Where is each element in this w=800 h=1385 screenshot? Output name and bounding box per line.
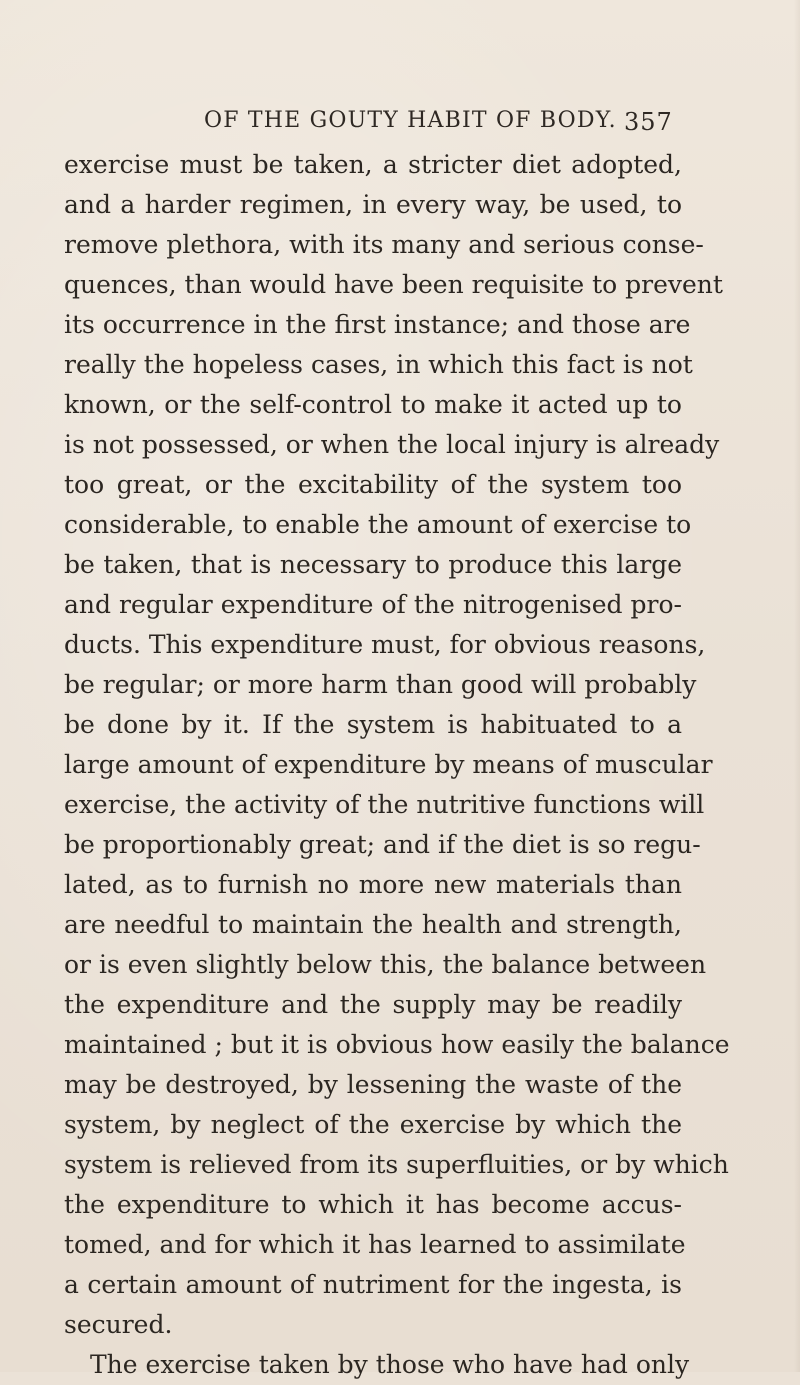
text-line: lated, as to furnish no more new materials than bbox=[64, 870, 682, 899]
text-line: be done by it. If the system is habituated to a bbox=[64, 710, 682, 739]
text-line: be taken, that is necessary to produce this large bbox=[64, 550, 682, 579]
text-line: be proportionably great; and if the diet is so regu- bbox=[64, 830, 701, 859]
page-edge-shadow bbox=[794, 0, 800, 1372]
running-title: OF THE GOUTY HABIT OF BODY. bbox=[204, 108, 617, 133]
text-line: tomed, and for which it has learned to assimilate bbox=[64, 1230, 686, 1259]
text-line: exercise, the activity of the nutritive functions will bbox=[64, 790, 705, 819]
text-line: may be destroyed, by lessening the waste of the bbox=[64, 1070, 682, 1099]
text-line: really the hopeless cases, in which this fact is not bbox=[64, 350, 693, 379]
text-line: be regular; or more harm than good will probably bbox=[64, 670, 697, 699]
text-line: quences, than would have been requisite to prevent bbox=[64, 270, 723, 299]
text-line: is not possessed, or when the local injury is already bbox=[64, 430, 720, 459]
text-line: maintained ; but it is obvious how easily the balance bbox=[64, 1030, 730, 1059]
text-line: exercise must be taken, a stricter diet adopted, bbox=[64, 150, 682, 179]
text-line: are needful to maintain the health and strength, bbox=[64, 910, 682, 939]
text-line: too great, or the excitability of the system too bbox=[64, 470, 682, 499]
text-line: a certain amount of nutriment for the ingesta, is bbox=[64, 1270, 682, 1299]
paragraph-start-line: The exercise taken by those who have had only bbox=[90, 1350, 690, 1379]
text-line: or is even slightly below this, the balance between bbox=[64, 950, 707, 979]
text-line: its occurrence in the first instance; and those are bbox=[64, 310, 691, 339]
running-head bbox=[0, 108, 800, 148]
text-line: ducts. This expenditure must, for obvious reasons, bbox=[64, 630, 706, 659]
text-line: known, or the self-control to make it acted up to bbox=[64, 390, 682, 419]
text-line: the expenditure and the supply may be readily bbox=[64, 990, 682, 1019]
text-line: remove plethora, with its many and serious conse- bbox=[64, 230, 704, 259]
page-number: 357 bbox=[624, 108, 673, 136]
text-line: and a harder regimen, in every way, be used, to bbox=[64, 190, 682, 219]
text-line: considerable, to enable the amount of exercise to bbox=[64, 510, 692, 539]
text-line: large amount of expenditure by means of muscular bbox=[64, 750, 713, 779]
text-line: and regular expenditure of the nitrogenised pro- bbox=[64, 590, 682, 619]
text-line: system is relieved from its superfluities, or by which bbox=[64, 1150, 729, 1179]
paragraph-end-line: secured. bbox=[64, 1310, 173, 1339]
text-line: system, by neglect of the exercise by which the bbox=[64, 1110, 682, 1139]
text-line: the expenditure to which it has become accus- bbox=[64, 1190, 682, 1219]
body-text bbox=[64, 145, 730, 1385]
